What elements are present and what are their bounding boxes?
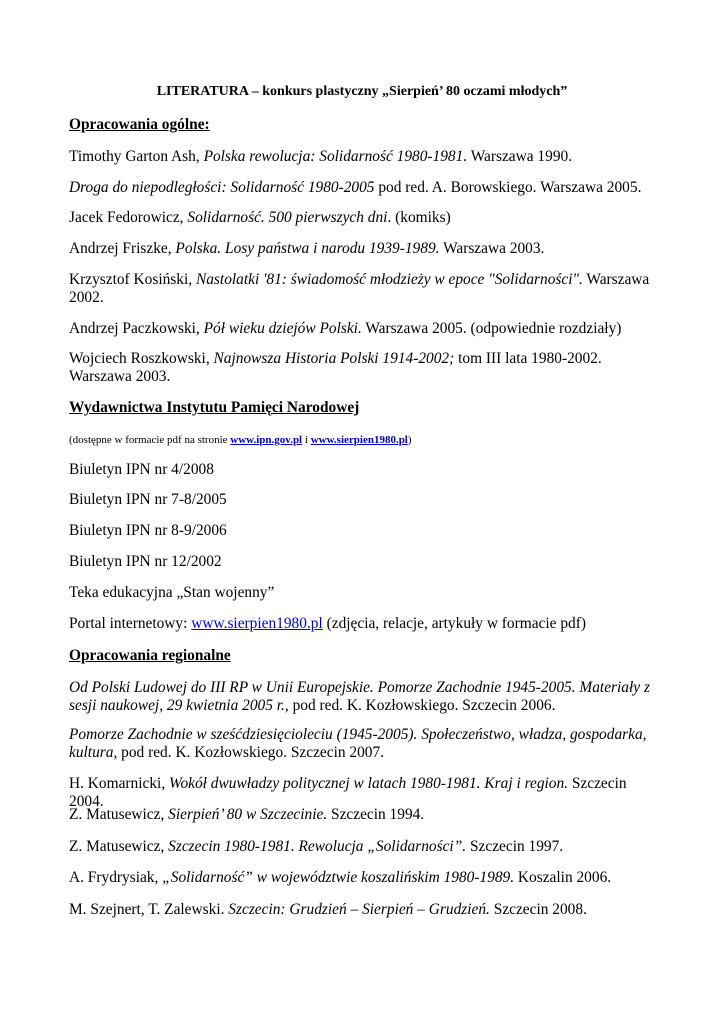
bib-entry: Z. Matusewicz, Szczecin 1980-1981. Rewolucja „Solidarności”. Szczecin 1997. <box>69 838 564 855</box>
ipn-item: Teka edukacyjna „Stan wojenny” <box>69 584 275 601</box>
bib-entry: Wojciech Roszkowski, Najnowsza Historia Polski 1914-2002; tom III lata 1980-2002. Warszawa 2003. <box>69 350 602 385</box>
bib-entry: Jacek Fedorowicz, Solidarność. 500 pierwszych dni. (komiks) <box>69 209 451 226</box>
ipn-link[interactable]: www.ipn.gov.pl <box>230 434 303 446</box>
portal-line: Portal internetowy: www.sierpien1980.pl (zdjęcia, relacje, artykuły w formacie pdf) <box>69 615 586 632</box>
document-title: LITERATURA – konkurs plastyczny „Sierpień’ 80 oczami młodych” <box>156 84 568 99</box>
bib-entry: Droga do niepodległości: Solidarność 1980-2005 pod red. A. Borowskiego. Warszawa 2005. <box>69 179 642 196</box>
ipn-item: Biuletyn IPN nr 12/2002 <box>69 553 222 570</box>
ipn-item: Biuletyn IPN nr 7-8/2005 <box>69 491 227 508</box>
bib-entry: Od Polski Ludowej do III RP w Unii Europejskie. Pomorze Zachodnie 1945-2005. Materiały z sesji naukowej, 29 kwietnia 2005 r., pod red. K. Kozłowskiego. Szczecin 2006. <box>69 679 650 714</box>
ipn-note: (dostępne w formacie pdf na stronie www.ipn.gov.pl i www.sierpien1980.pl) <box>69 434 412 446</box>
bib-entry: H. Komarnicki, Wokół dwuwładzy politycznej w latach 1980-1981. Kraj i region. Szczecin 2004. <box>69 775 627 810</box>
bib-entry: Timothy Garton Ash, Polska rewolucja: Solidarność 1980-1981. Warszawa 1990. <box>69 148 573 165</box>
bib-entry: M. Szejnert, T. Zalewski. Szczecin: Grudzień – Sierpień – Grudzień. Szczecin 2008. <box>69 901 587 918</box>
bib-entry: Andrzej Paczkowski, Pół wieku dziejów Polski. Warszawa 2005. (odpowiednie rozdziały) <box>69 320 622 337</box>
bib-entry: A. Frydrysiak, „Solidarność” w województwie koszalińskim 1980-1989. Koszalin 2006. <box>69 869 612 886</box>
ipn-item: Biuletyn IPN nr 8-9/2006 <box>69 522 227 539</box>
bib-entry: Pomorze Zachodnie w sześćdziesięcioleciu (1945-2005). Społeczeństwo, władza, gospodarka, kultura, pod red. K. Kozłowskiego. Szczecin 2007. <box>69 726 647 761</box>
sierpien-link[interactable]: www.sierpien1980.pl <box>310 434 408 446</box>
heading-regional: Opracowania regionalne <box>69 647 231 664</box>
bib-entry: Z. Matusewicz, Sierpień’ 80 w Szczecinie. Szczecin 1994. <box>69 806 425 823</box>
bib-entry: Andrzej Friszke, Polska. Losy państwa i narodu 1939-1989. Warszawa 2003. <box>69 240 545 257</box>
heading-general: Opracowania ogólne: <box>69 116 210 133</box>
ipn-item: Biuletyn IPN nr 4/2008 <box>69 461 214 478</box>
bib-entry: Krzysztof Kosiński, Nastolatki '81: świadomość młodzieży w epoce "Solidarności". Warszawa 2002. <box>69 271 650 306</box>
portal-link[interactable]: www.sierpien1980.pl <box>191 615 323 632</box>
heading-ipn: Wydawnictwa Instytutu Pamięci Narodowej <box>69 399 360 416</box>
